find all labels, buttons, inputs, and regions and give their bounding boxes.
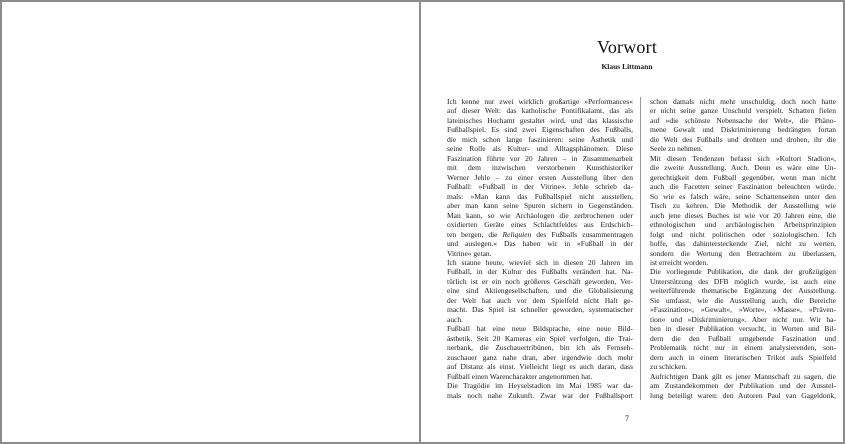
text-line: nerbank, die Zuschauertribünen, bin ich als Fernseh-: [447, 343, 633, 353]
column-divider: [640, 97, 641, 400]
text-line: mene Gewalt und Diskriminierung bedrängten fortan: [650, 125, 836, 135]
text-line: Werner Jehle – zu einer ersten Ausstellung über den: [447, 172, 633, 182]
text-line: er nicht seine ganze Unschuld verspielt. Schatten fielen: [650, 106, 836, 116]
text-line: Faszination führte vor 20 Jahren – in Zusammenarbeit: [447, 153, 633, 163]
text-line: ist erreicht worden.: [650, 257, 709, 267]
text-line: Mit diesen Tendenzen befasst sich »Kultort Stadion«,: [650, 153, 836, 163]
text-line: am Zustandekommen der Publikation und der Ausstel-: [650, 381, 836, 391]
text-line: mals: »Man kann das Fußballspiel nicht ausstellen,: [447, 191, 633, 201]
text-line: auch.: [447, 314, 464, 324]
text-line: ten bergen, die Reliquien des Fußballs zusammentragen: [447, 229, 633, 239]
text-line: Ich kenne nur zwei wirklich großartige »Performances«: [447, 97, 633, 106]
text-line: hoffe, das dahintersteckende Ziel, nicht zu werten,: [650, 239, 836, 249]
text-line: türlich ist er ein noch größeres Geschäft geworden, Ver-: [447, 276, 633, 286]
text-line: tion« und »Diskriminierung«. Aber nicht nur. Wir ha-: [650, 314, 836, 324]
text-line: auf Distanz als einst. Vielleicht liegt es auch daran, dass: [447, 362, 633, 372]
text-line: die zweite Ausstellung. Auch. Denn es wäre eine Un-: [650, 163, 836, 173]
text-line: und auslegen.« Das haben wir in »Fußball in der: [447, 239, 633, 249]
text-line: Man kann, so wie Archäologen die zerbrochenen oder: [447, 210, 633, 220]
text-line: Fußball hat eine neue Bildsprache, eine neue Bild-: [447, 324, 633, 334]
text-line: »Faszination«, »Gewalt«, »Worte«, »Masse«, »Präven-: [650, 305, 836, 315]
text-line: lung beteiligt waren: den Autoren Paul van Gageldonk,: [650, 390, 836, 400]
text-line: Aufrichtigen Dank gilt es jener Mannschaft zu sagen, die: [650, 371, 836, 381]
text-line: Fußball einen Warencharakter angenommen hat.: [447, 371, 593, 381]
text-line: auch jene dieses Buches ist wie vor 20 Jahren eine, die: [650, 210, 836, 220]
chapter-title: Vorwort: [596, 37, 658, 57]
text-line: Fußball, in der Kultur des Fußballs verändert hat. Na-: [447, 267, 633, 277]
text-line: schon damals nicht mehr unschuldig, doch noch hatte: [650, 97, 836, 106]
text-line: eine sind Aktiengesellschaften, und die Globalisierung: [447, 286, 633, 296]
text-line: Die Tragödie im Heyselstadion im Mai 1985 war da-: [447, 381, 633, 391]
text-line: lateinisches Hochamt gestaltet wird, und das klassische: [447, 115, 633, 125]
text-line: seine Rolle als Kultur- und Alltagsphänomen. Diese: [447, 144, 633, 154]
text-line: gerechtigkeit dem Fußball gegenüber, wenn man nicht: [650, 172, 836, 182]
text-line: Problematik nicht nur in einem analysierenden, son-: [650, 343, 836, 353]
text-line: zuschauer ganz nahe dran, aber irgendwie doch mehr: [447, 352, 633, 362]
right-page: [421, 2, 843, 442]
page-number: 7: [625, 414, 629, 423]
text-line: dern auch in einem literarischen Trikot aufs Spielfeld: [650, 352, 836, 362]
text-line: folgt und nicht politischen oder soziologischen. Ich: [650, 229, 836, 239]
text-line: der Welt hat auch vor dem Spielfeld nicht Halt ge-: [447, 295, 633, 305]
text-line: auch die Facetten seiner Faszination beleuchten würde.: [650, 182, 836, 192]
text-line: auf dieser Welt: das katholische Pontifikalamt, das als: [447, 106, 633, 116]
text-line: weiterführende thematische Ergänzung der Ausstellung.: [650, 286, 836, 296]
text-line: zu schicken.: [650, 362, 688, 372]
text-line: Fußball: »Fußball in der Vitrine«. Jehle schrieb da-: [447, 182, 633, 192]
text-line: oxidierten Geräte eines Schlachtfeldes aus Erdschich-: [447, 220, 633, 230]
text-line: die mich schon lange faszinieren: seine Ästhetik und: [447, 134, 633, 144]
text-line: dern die den Fußball umgebende Faszination und: [650, 333, 836, 343]
left-page-blank: [2, 2, 420, 442]
text-line: auf »die schönste Nebensache der Welt«, die Phäno-: [650, 115, 836, 125]
text-line: Die vorliegende Publikation, die dank der großzügigen: [650, 267, 836, 277]
chapter-author: Klaus Littmann: [601, 61, 653, 71]
text-line: Tisch zu kehren. Die Methodik der Ausstellung wie: [650, 201, 836, 211]
text-line: Ich staune heute, wieviel sich in diesen 20 Jahren im: [447, 257, 633, 267]
text-line: Sie umfasst, wie die Ausstellung auch, die Bereiche: [650, 295, 836, 305]
text-column-left: [447, 97, 633, 400]
text-line: Seele zu nehmen.: [650, 144, 703, 154]
text-line: sondern die Wertung den Betrachtern zu überlassen,: [650, 248, 836, 258]
text-line: Unterstützung des DFB möglich wurde, ist auch eine: [650, 276, 836, 286]
text-line: die Welt des Fußballs und drohten und drohen, ihr die: [650, 134, 836, 144]
text-column-right: [650, 97, 836, 400]
text-line: Vitrine« getan.: [447, 248, 492, 258]
text-line: So wie es falsch wäre, seine Schattenseiten unter den: [650, 191, 836, 201]
text-line: ben in dieser Publikation versucht, in Worten und Bil-: [650, 324, 836, 334]
text-line: aber man kann seine Spuren sichern in Gegenständen.: [447, 201, 633, 211]
text-line: ethnologischen und archäologischen Arbeitsprinzipien: [650, 220, 836, 230]
text-line: macht. Das Spiel ist schneller geworden, systematischer: [447, 305, 633, 315]
text-line: mit dem inzwischen verstorbenen Kunsthistoriker: [447, 163, 633, 173]
text-columns: [447, 97, 836, 400]
text-line: mals noch nahe Zukunft. Zwar war der Fußballsport: [447, 390, 633, 400]
chapter-header: [421, 38, 833, 71]
text-line: Fußballspiel. Es sind zwei Eigenschaften des Fußballs,: [447, 125, 633, 135]
text-line: ästhetik. Seit 20 Kameras ein Spiel verfolgen, die Trai-: [447, 333, 633, 343]
